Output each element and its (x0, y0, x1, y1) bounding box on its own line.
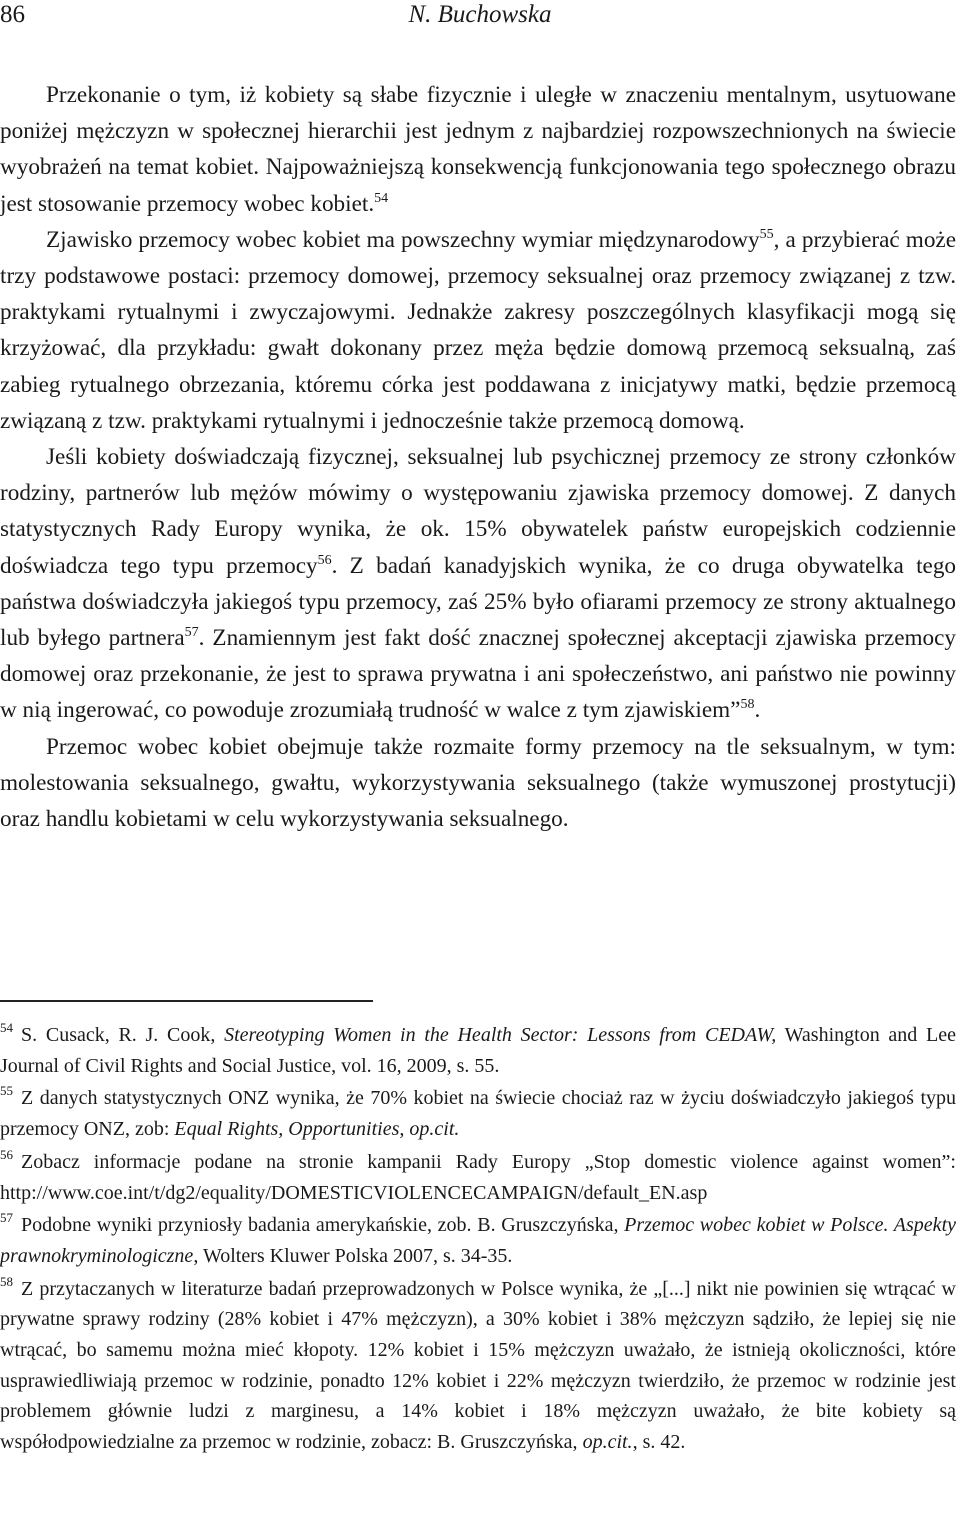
footnote-ref-54[interactable]: 54 (374, 190, 389, 206)
footnote-55-mark: 55 (0, 1083, 13, 1099)
paragraph-1 (0, 77, 956, 222)
paragraph-3-text-a: Jeśli kobiety doświadczają fizycznej, seksualnej lub psychicznej przemocy ze strony członków rodziny, partnerów lub mężów mówimy o występowaniu zjawiska przemocy domowej. Z danych statystycznych Rady Europy wynika, że ok. 15% obywatelek państw europejskich codziennie doświadcza tego typu przemocy (0, 444, 956, 579)
running-header (0, 0, 960, 34)
paragraph-4-text: Przemoc wobec kobiet obejmuje także rozmaite formy przemocy na tle seksualnym, w tym: molestowania seksualnego, gwałtu, wykorzystywania seksualnego (także wymuszonej prostytucji) oraz handlu kobietami w celu wykorzystywania seksualnego. (0, 733, 956, 833)
footnote-58-title: op.cit. (582, 1431, 633, 1454)
footnote-54-title: Stereotyping Women in the Health Sector: Lessons from CEDAW, (224, 1024, 777, 1046)
paragraph-2-text-a: Zjawisko przemocy wobec kobiet ma powszechny wymiar międzynarodowy (46, 226, 760, 253)
paragraph-3 (0, 439, 956, 729)
main-text (0, 77, 956, 837)
paragraph-3-text-d: . (754, 697, 761, 724)
footnote-54-text-b: Washington and Lee Journal of Civil Rights and Social Justice, vol. 16, 2009, s. 55. (0, 1024, 956, 1077)
footnote-55-text-a: Z danych statystycznych ONZ wynika, że 70% kobiet na świecie chociaż raz w życiu doświadczyło jakiegoś typu przemocy ONZ, zob: (0, 1087, 956, 1141)
footnote-58 (0, 1274, 956, 1458)
footnote-58-text-b: , s. 42. (632, 1431, 686, 1454)
footnote-ref-56[interactable]: 56 (317, 552, 332, 568)
paragraph-2 (0, 222, 956, 439)
footnote-ref-57[interactable]: 57 (184, 625, 199, 641)
running-title: N. Buchowska (408, 1, 552, 28)
paragraph-4 (0, 729, 956, 838)
footnote-56 (0, 1147, 956, 1208)
footnote-54-mark: 54 (0, 1020, 13, 1035)
paragraph-1-text: Przekonanie o tym, iż kobiety są słabe fizycznie i uległe w znaczeniu mentalnym, usytuowane poniżej mężczyzn w społecznej hierarchii jest jednym z najbardziej rozpowszechnionych na świecie wyobrażeń na temat kobiet. Najpoważniejszą konsekwencją funkcjonowania tego społecznego obrazu jest stosowanie przemocy wobec kobiet. (0, 82, 956, 217)
footnote-ref-58[interactable]: 58 (740, 697, 755, 713)
footnote-56-text: Zobacz informacje podane na stronie kampanii Rady Europy „Stop domestic violence against women”: http://www.coe.int/t/dg2/equality/DOMESTICVIOLENCECAMPAIGN/default_EN.asp (0, 1150, 956, 1204)
footnote-57 (0, 1210, 956, 1271)
footnotes (0, 1020, 956, 1460)
footnote-58-text-a: Z przytaczanych w literaturze badań przeprowadzonych w Polsce wynika, że „[...] nikt nie powinien się wtrącać w prywatne sprawy rodziny (28% kobiet i 47% mężczyzn), a 30% kobiet i 38% mężczyzn sądziło, że lepiej się nie wtrącać, bo samemu można mieć kłopoty. 12% kobiet i 15% mężczyzn uważało, że istnieją okoliczności, które usprawiedliwiają przemoc w rodzinie, ponadto 12% kobiet i 22% mężczyzn twierdziło, że przemoc w rodzinie jest problemem głównie ludzi z marginesu, a 14% kobiet i 18% mężczyzn uważało, że bite kobiety są współodpowiedzialne za przemoc w rodzinie, zobacz: B. Gruszczyńska, (0, 1277, 956, 1454)
footnote-57-text-b: , Wolters Kluwer Polska 2007, s. 34-35. (193, 1244, 513, 1267)
footnote-separator (0, 1000, 373, 1002)
footnote-54-text-a: S. Cusack, R. J. Cook, (21, 1024, 225, 1046)
footnote-55-title: Equal Rights, Opportunities, op.cit. (174, 1118, 460, 1141)
paragraph-3-text-c: . Znamiennym jest fakt dość znacznej społecznej akceptacji zjawiska przemocy domowej oraz przekonanie, że jest to sprawa prywatna i ani społeczeństwo, ani państwo nie powinny w nią ingerować, co powoduje zrozumiałą trudność w walce z tym zjawiskiem” (0, 625, 957, 724)
footnote-57-text-a: Podobne wyniki przyniosły badania amerykańskie, zob. B. Gruszczyńska, (21, 1214, 625, 1237)
paragraph-2-text-b: , a przybierać może trzy podstawowe postaci: przemocy domowej, przemocy seksualnej oraz przemocy związanej z tzw. praktykami rytualnymi i zwyczajowymi. Jednakże zakresy poszczególnych klasyfikacji mogą się krzyżować, dla przykładu: gwałt dokonany przez męża będzie domową przemocą seksualną, zaś zabieg rytualnego obrzezania, któremu córka jest poddawana z inicjatywy matki, będzie przemocą związaną z tzw. praktykami rytualnymi i jednocześnie także przemocą domową. (0, 226, 956, 434)
page-number: 86 (0, 1, 25, 28)
footnote-58-mark: 58 (0, 1273, 13, 1289)
paragraph-3-text-b: . Z badań kanadyjskich wynika, że co druga obywatelka tego państwa doświadczyła jakiegoś typu przemocy, zaś 25% było ofiarami przemocy ze strony aktualnego lub byłego partnera (0, 552, 957, 652)
footnote-ref-55[interactable]: 55 (759, 226, 774, 242)
footnote-56-mark: 56 (0, 1146, 13, 1162)
footnote-57-title: Przemoc wobec kobiet w Polsce. Aspekty prawnokryminologiczne (0, 1214, 956, 1267)
footnote-54 (0, 1020, 956, 1081)
footnote-57-mark: 57 (0, 1210, 13, 1226)
footnote-55 (0, 1083, 956, 1144)
